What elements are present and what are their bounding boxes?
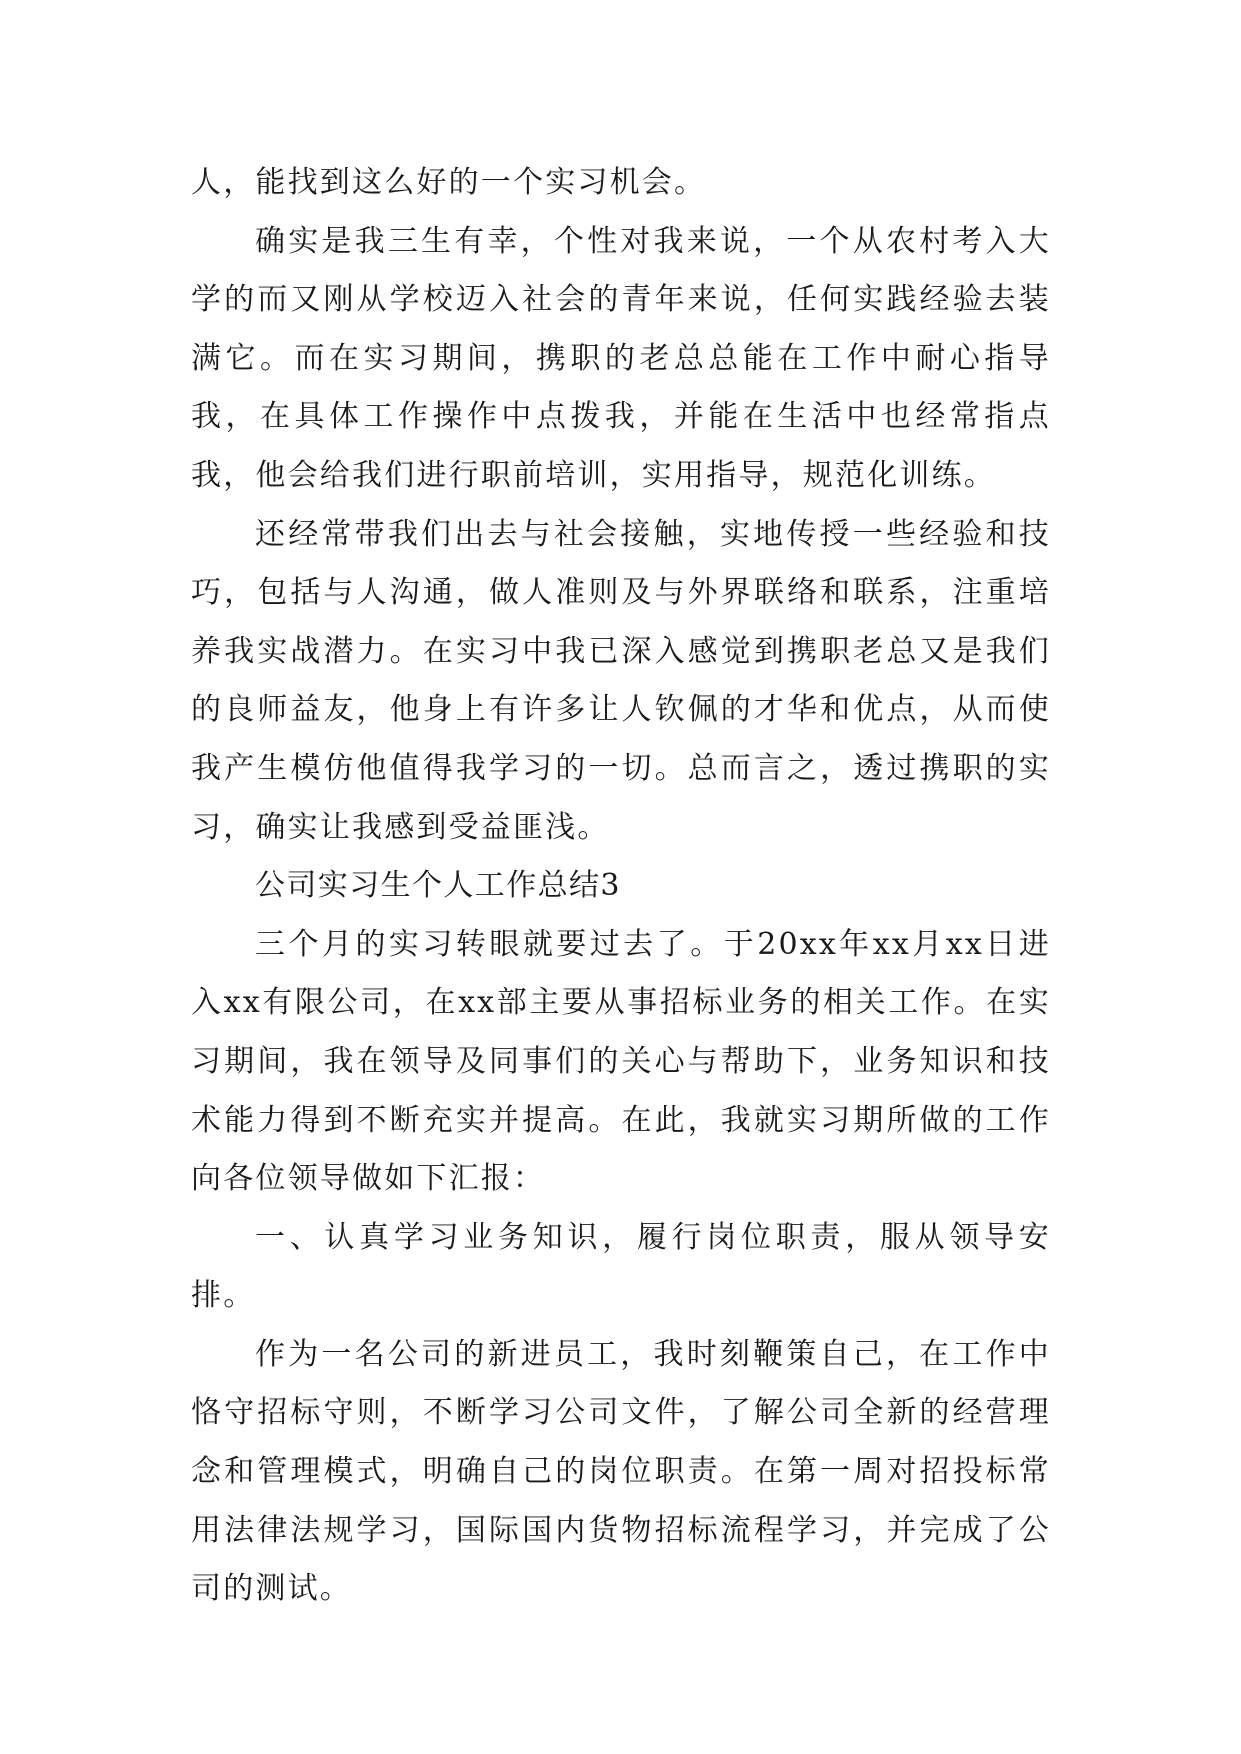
paragraph-mentor: 还经常带我们出去与社会接触，实地传授一些经验和技巧，包括与人沟通，做人准则及与外界联络和联系，注重培养我实战潜力。在实习中我已深入感觉到携职老总又是我们的良师益友，他身上有许多让人钦佩的才华和优点，从而使我产生模仿他值得我学习的一切。总而言之，透过携职的实习，确实让我感到受益匪浅。 (191, 516, 1051, 845)
section-subheading: 一、认真学习业务知识，履行岗位职责，服从领导安排。 (191, 1219, 1051, 1314)
section-heading: 公司实习生个人工作总结3 (255, 868, 621, 904)
document-body (191, 154, 1051, 1619)
paragraph-gratitude: 确实是我三生有幸，个性对我来说，一个从农村考入大学的而又刚从学校迈入社会的青年来说，任何实践经验去装满它。而在实习期间，携职的老总总能在工作中耐心指导我，在具体工作操作中点拨我，并能在生活中也经常指点我，他会给我们进行职前培训，实用指导，规范化训练。 (191, 223, 1051, 493)
paragraph-continuation: 人，能找到这么好的一个实习机会。 (191, 165, 707, 200)
paragraph-study: 作为一名公司的新进员工，我时刻鞭策自己，在工作中恪守招标守则，不断学习公司文件，了解公司全新的经营理念和管理模式，明确自己的岗位职责。在第一周对招投标常用法律法规学习，国际国内货物招标流程学习，并完成了公司的测试。 (191, 1336, 1051, 1607)
paragraph-intro: 三个月的实习转眼就要过去了。于20xx年xx月xx日进入xx有限公司，在xx部主要从事招标业务的相关工作。在实习期间，我在领导及同事们的关心与帮助下，业务知识和技术能力得到不断充实并提高。在此，我就实习期所做的工作向各位领导做如下汇报： (191, 926, 1051, 1197)
